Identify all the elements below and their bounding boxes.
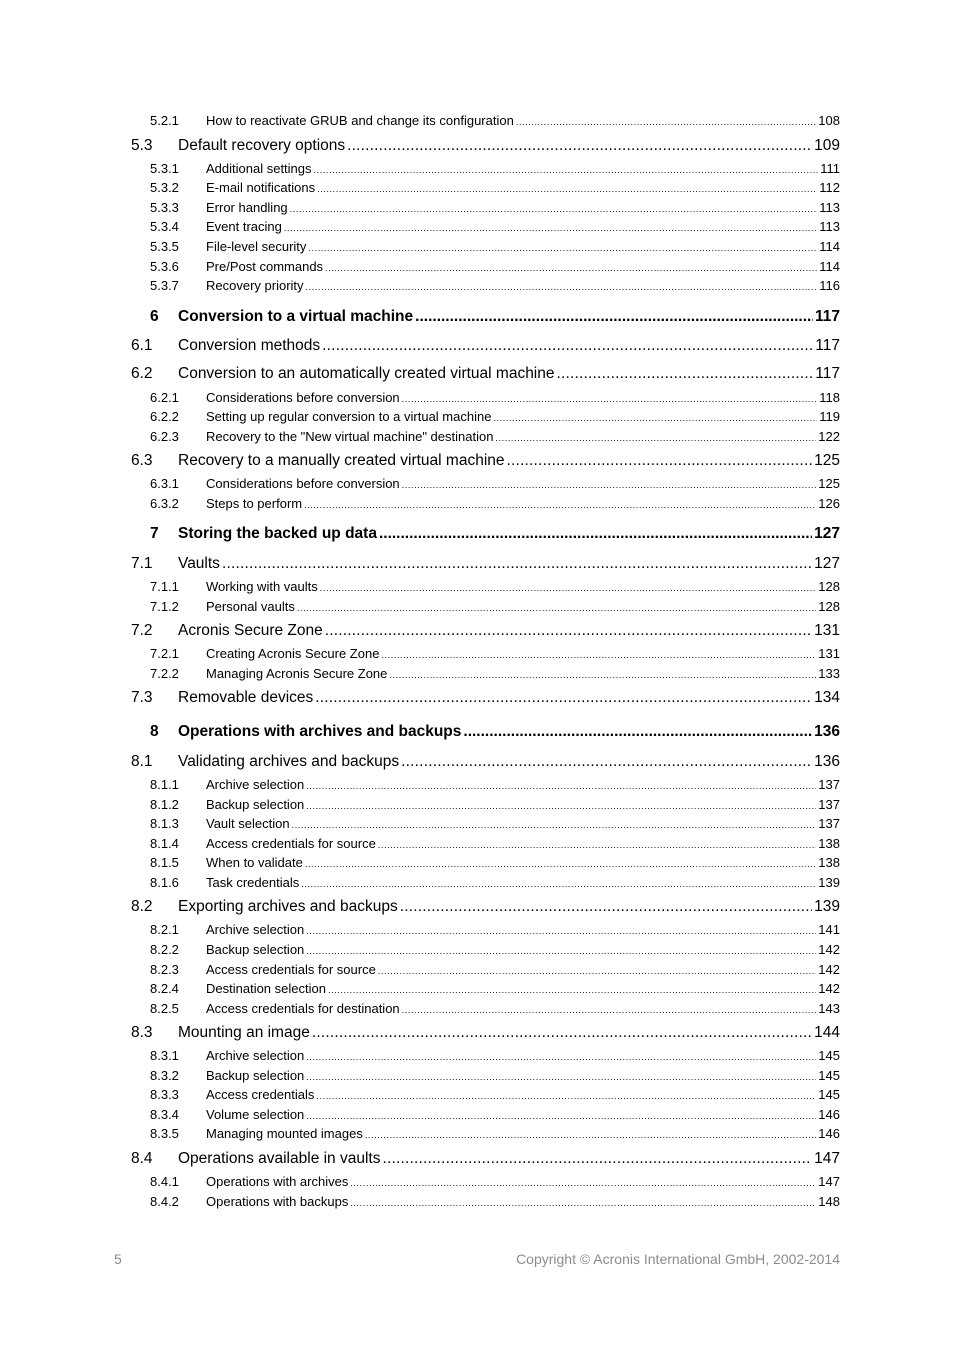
toc-entry-title: Exporting archives and backups (178, 898, 398, 915)
toc-dot-leader (314, 165, 819, 175)
toc-entry-number: 7.1.2 (150, 599, 179, 614)
toc-entry-title: Validating archives and backups (178, 753, 400, 770)
toc-entry-number: 6.2.1 (150, 390, 179, 405)
toc-entry-line (206, 1068, 840, 1083)
toc-entry-line (206, 962, 840, 977)
toc-entry[interactable] (0, 689, 954, 711)
toc-entry-page: 122 (818, 429, 840, 444)
toc-entry-title: E-mail notifications (206, 180, 316, 195)
toc-entry[interactable] (0, 239, 954, 259)
toc-entry-number: 8.2.1 (150, 922, 179, 937)
toc-entry-page: 137 (818, 797, 840, 812)
toc-dot-leader (516, 117, 816, 127)
toc-entry-line (206, 409, 840, 424)
toc-dot-leader (306, 926, 816, 936)
toc-entry-title: Pre/Post commands (206, 259, 324, 274)
toc-entry-line (206, 429, 840, 444)
toc-dot-leader (305, 859, 816, 869)
toc-entry-number: 5.3.5 (150, 239, 179, 254)
toc-entry-page: 131 (818, 646, 840, 661)
toc-entry-page: 141 (818, 922, 840, 937)
toc-entry-number: 7.2 (131, 622, 153, 639)
toc-entry[interactable] (0, 496, 954, 516)
toc-dot-leader (350, 1178, 816, 1188)
toc-entry-line (178, 452, 840, 470)
toc-entry-number: 8.1.3 (150, 816, 179, 831)
toc-entry[interactable] (0, 646, 954, 666)
toc-entry-page: 133 (818, 666, 840, 681)
toc-entry-line (206, 239, 840, 254)
toc-entry[interactable] (0, 1174, 954, 1194)
toc-entry[interactable] (0, 962, 954, 982)
toc-entry-line (206, 666, 840, 681)
toc-entry-number: 5.3.6 (150, 259, 179, 274)
toc-entry-line (206, 816, 840, 831)
toc-dot-leader (306, 1052, 816, 1062)
toc-entry-number: 6.3 (131, 452, 153, 469)
toc-entry-title: Recovery to the "New virtual machine" destination (206, 429, 494, 444)
toc-entry-number: 6.2.3 (150, 429, 179, 444)
toc-entry[interactable] (0, 476, 954, 496)
toc-entry-line (206, 200, 840, 215)
toc-entry-page: 114 (819, 239, 840, 254)
toc-entry-line (206, 797, 840, 812)
toc-entry[interactable] (0, 1048, 954, 1068)
toc-entry-number: 5.3.4 (150, 219, 179, 234)
toc-entry-page: 139 (814, 898, 840, 915)
toc-entry[interactable] (0, 555, 954, 577)
toc-entry-line (206, 161, 840, 176)
toc-entry[interactable] (0, 219, 954, 239)
toc-entry-title: Working with vaults (206, 579, 318, 594)
toc-entry-title: How to reactivate GRUB and change its configuration (206, 113, 514, 128)
toc-entry-number: 8.1.4 (150, 836, 179, 851)
toc-dot-leader (308, 243, 817, 253)
toc-entry-number: 8.2.2 (150, 942, 179, 957)
toc-dot-leader (306, 801, 816, 811)
toc-entry-number: 7.3 (131, 689, 153, 706)
toc-dot-leader (378, 966, 817, 976)
toc-dot-leader (301, 879, 816, 889)
toc-entry[interactable] (0, 390, 954, 410)
toc-entry-title: Access credentials (206, 1087, 315, 1102)
toc-dot-leader (306, 282, 818, 292)
toc-entry-line (206, 599, 840, 614)
toc-entry-line (206, 579, 840, 594)
toc-dot-leader (350, 1198, 816, 1208)
toc-entry-title: Setting up regular conversion to a virtual machine (206, 409, 492, 424)
toc-entry[interactable] (0, 180, 954, 200)
toc-entry-line (206, 855, 840, 870)
toc-entry-line (178, 723, 840, 741)
toc-entry-title: Backup selection (206, 797, 305, 812)
toc-dot-leader (557, 365, 814, 383)
toc-entry-line (178, 308, 840, 326)
toc-entry-line (178, 365, 840, 383)
toc-entry-number: 8.3.1 (150, 1048, 179, 1063)
toc-entry-page: 108 (818, 113, 840, 128)
toc-entry[interactable] (0, 836, 954, 856)
toc-entry-title: Mounting an image (178, 1024, 310, 1041)
toc-entry-line (206, 777, 840, 792)
toc-entry-number: 6.2.2 (150, 409, 179, 424)
toc-entry[interactable] (0, 898, 954, 920)
toc-entry-number: 8.3 (131, 1024, 153, 1041)
toc-entry-line (206, 981, 840, 996)
toc-entry-title: Access credentials for destination (206, 1001, 400, 1016)
toc-entry-title: Personal vaults (206, 599, 295, 614)
toc-entry-line (206, 180, 840, 195)
toc-entry-line (206, 1126, 840, 1141)
toc-entry-title: Access credentials for source (206, 836, 376, 851)
toc-entry[interactable] (0, 777, 954, 797)
toc-entry-page: 148 (818, 1194, 840, 1209)
toc-entry[interactable] (0, 1087, 954, 1107)
toc-entry-title: Backup selection (206, 942, 305, 957)
toc-entry-line (206, 476, 840, 491)
toc-entry-line (178, 337, 840, 355)
toc-entry-number: 7.2.1 (150, 646, 179, 661)
toc-entry-page: 126 (818, 496, 840, 511)
toc-entry[interactable] (0, 137, 954, 159)
toc-entry-title: Archive selection (206, 777, 305, 792)
toc-entry-line (178, 622, 840, 640)
toc-entry-title: Conversion to a virtual machine (178, 308, 414, 325)
toc-entry-line (206, 496, 840, 511)
toc-dot-leader (401, 753, 812, 771)
toc-dot-leader (328, 985, 816, 995)
toc-entry-page: 109 (814, 137, 840, 154)
toc-dot-leader (400, 898, 812, 916)
toc-dot-leader (365, 1130, 816, 1140)
toc-entry-line (206, 219, 840, 234)
toc-entry-number: 5.3.2 (150, 180, 179, 195)
toc-entry-page: 125 (818, 476, 840, 491)
toc-entry-title: Destination selection (206, 981, 326, 996)
toc-entry-title: Operations with archives (206, 1174, 349, 1189)
toc-entry[interactable] (0, 1024, 954, 1046)
toc-entry[interactable] (0, 1150, 954, 1172)
toc-dot-leader (306, 1072, 816, 1082)
toc-entry-line (178, 555, 840, 573)
toc-entry-title: Default recovery options (178, 137, 346, 154)
toc-dot-leader (306, 781, 816, 791)
toc-entry-title: Backup selection (206, 1068, 305, 1083)
toc-entry-title: Archive selection (206, 922, 305, 937)
toc-entry-line (206, 113, 840, 128)
toc-entry-page: 127 (814, 555, 840, 572)
toc-entry-page: 142 (818, 981, 840, 996)
toc-entry-number: 5.3.1 (150, 161, 179, 176)
toc-entry[interactable] (0, 429, 954, 449)
toc-entry[interactable] (0, 723, 954, 745)
toc-entry-page: 139 (818, 875, 840, 890)
toc-entry[interactable] (0, 278, 954, 298)
toc-entry-page: 146 (818, 1107, 840, 1122)
toc-entry-line (206, 1107, 840, 1122)
toc-entry[interactable] (0, 452, 954, 474)
toc-entry[interactable] (0, 875, 954, 895)
toc-entry-number: 5.2.1 (150, 113, 179, 128)
toc-dot-leader (306, 1111, 816, 1121)
toc-entry-page: 128 (818, 599, 840, 614)
toc-entry-line (178, 1150, 840, 1168)
toc-entry-title: Task credentials (206, 875, 300, 890)
toc-entry-page: 138 (818, 836, 840, 851)
toc-dot-leader (347, 137, 812, 155)
toc-entry-title: Conversion methods (178, 337, 321, 354)
toc-dot-leader (320, 583, 817, 593)
toc-entry[interactable] (0, 753, 954, 775)
toc-entry-title: Additional settings (206, 161, 312, 176)
toc-entry-line (178, 525, 840, 543)
toc-entry-title: Conversion to an automatically created virtual machine (178, 365, 555, 382)
toc-entry[interactable] (0, 161, 954, 181)
toc-entry-number: 8 (150, 723, 159, 740)
toc-entry-number: 6.2 (131, 365, 153, 382)
toc-entry-number: 6.3.2 (150, 496, 179, 511)
toc-entry-number: 7.1.1 (150, 579, 179, 594)
toc-dot-leader (402, 480, 817, 490)
toc-entry-title: Access credentials for source (206, 962, 376, 977)
toc-entry[interactable] (0, 1126, 954, 1146)
toc-entry-title: Recovery priority (206, 278, 304, 293)
toc-entry-page: 142 (818, 942, 840, 957)
toc-dot-leader (325, 263, 817, 273)
toc-entry-line (206, 1048, 840, 1063)
toc-entry-number: 8.2 (131, 898, 153, 915)
toc-entry-number: 8.4 (131, 1150, 153, 1167)
toc-entry-title: Considerations before conversion (206, 476, 400, 491)
toc-entry[interactable] (0, 942, 954, 962)
toc-entry[interactable] (0, 1068, 954, 1088)
toc-dot-leader (463, 723, 812, 741)
toc-entry-number: 8.3.5 (150, 1126, 179, 1141)
toc-dot-leader (402, 1005, 817, 1015)
toc-dot-leader (297, 603, 816, 613)
toc-entry[interactable] (0, 409, 954, 429)
toc-entry-page: 145 (818, 1048, 840, 1063)
toc-entry-line (206, 836, 840, 851)
toc-entry-page: 117 (815, 337, 840, 354)
toc-entry-title: Acronis Secure Zone (178, 622, 323, 639)
toc-entry-page: 147 (814, 1150, 840, 1167)
toc-dot-leader (306, 946, 816, 956)
toc-dot-leader (382, 1150, 812, 1168)
toc-entry-page: 144 (814, 1024, 840, 1041)
toc-entry[interactable] (0, 1001, 954, 1021)
toc-entry-line (206, 875, 840, 890)
toc-entry-number: 7.2.2 (150, 666, 179, 681)
toc-entry[interactable] (0, 981, 954, 1001)
toc-dot-leader (322, 337, 813, 355)
toc-dot-leader (379, 525, 812, 543)
toc-dot-leader (284, 223, 817, 233)
toc-entry-title: Managing Acronis Secure Zone (206, 666, 388, 681)
toc-entry-page: 145 (818, 1087, 840, 1102)
toc-dot-leader (317, 184, 817, 194)
toc-dot-leader (325, 622, 812, 640)
toc-entry-page: 131 (814, 622, 840, 639)
toc-entry-number: 8.2.4 (150, 981, 179, 996)
toc-entry-number: 8.3.3 (150, 1087, 179, 1102)
toc-entry-title: When to validate (206, 855, 303, 870)
toc-entry-line (206, 922, 840, 937)
toc-entry-title: Operations with backups (206, 1194, 349, 1209)
toc-entry-number: 8.3.2 (150, 1068, 179, 1083)
toc-entry-line (206, 942, 840, 957)
toc-entry-line (178, 1024, 840, 1042)
toc-entry[interactable] (0, 797, 954, 817)
toc-entry-number: 8.1.2 (150, 797, 179, 812)
toc-entry-page: 127 (814, 525, 840, 542)
toc-entry[interactable] (0, 259, 954, 279)
toc-entry-page: 137 (818, 816, 840, 831)
toc-entry[interactable] (0, 599, 954, 619)
toc-entry[interactable] (0, 579, 954, 599)
toc-entry-line (178, 689, 840, 707)
toc-entry-title: Volume selection (206, 1107, 305, 1122)
toc-entry-page: 137 (818, 777, 840, 792)
toc-entry-number: 8.4.1 (150, 1174, 179, 1189)
toc-entry-title: Vaults (178, 555, 220, 572)
toc-entry-title: Steps to perform (206, 496, 303, 511)
toc-entry-page: 147 (818, 1174, 840, 1189)
toc-entry[interactable] (0, 113, 954, 133)
toc-entry-number: 5.3.7 (150, 278, 179, 293)
toc-entry-line (206, 1194, 840, 1209)
toc-dot-leader (316, 1091, 816, 1101)
toc-entry-title: Vault selection (206, 816, 290, 831)
toc-entry-title: Event tracing (206, 219, 282, 234)
toc-entry-number: 7 (150, 525, 159, 542)
toc-dot-leader (381, 650, 816, 660)
toc-entry[interactable] (0, 1194, 954, 1214)
toc-entry-line (206, 278, 840, 293)
toc-entry[interactable] (0, 308, 954, 330)
toc-entry-line (206, 1001, 840, 1016)
toc-entry-number: 8.2.3 (150, 962, 179, 977)
toc-entry-number: 6 (150, 308, 159, 325)
toc-entry-page: 118 (819, 390, 840, 405)
toc-entry-number: 8.2.5 (150, 1001, 179, 1016)
toc-entry-number: 5.3 (131, 137, 153, 154)
toc-entry-page: 146 (818, 1126, 840, 1141)
toc-entry-page: 136 (814, 753, 840, 770)
toc-entry-page: 117 (815, 365, 840, 382)
toc-dot-leader (415, 308, 813, 326)
toc-entry-title: Removable devices (178, 689, 314, 706)
toc-entry-line (206, 646, 840, 661)
toc-entry-number: 7.1 (131, 555, 153, 572)
toc-entry-title: Operations available in vaults (178, 1150, 381, 1167)
toc-dot-leader (493, 413, 817, 423)
footer-page-number: 5 (114, 1251, 122, 1267)
toc-entry-page: 114 (819, 259, 840, 274)
toc-entry-page: 134 (814, 689, 840, 706)
toc-entry-page: 112 (819, 180, 840, 195)
toc-entry[interactable] (0, 666, 954, 686)
toc-entry-title: Storing the backed up data (178, 525, 377, 542)
toc-entry-page: 111 (820, 161, 840, 176)
toc-entry-number: 8.1.6 (150, 875, 179, 890)
toc-dot-leader (507, 452, 813, 470)
toc-entry[interactable] (0, 855, 954, 875)
toc-entry-number: 8.1.1 (150, 777, 179, 792)
toc-entry-title: Managing mounted images (206, 1126, 363, 1141)
toc-entry-line (178, 753, 840, 771)
toc-entry[interactable] (0, 816, 954, 836)
footer-copyright: Copyright © Acronis International GmbH, 2002-2014 (516, 1251, 840, 1267)
toc-entry-page: 145 (818, 1068, 840, 1083)
toc-entry-line (206, 259, 840, 274)
toc-entry-page: 138 (818, 855, 840, 870)
toc-entry-number: 6.1 (131, 337, 153, 354)
toc-entry-title: Error handling (206, 200, 288, 215)
toc-dot-leader (495, 433, 816, 443)
toc-dot-leader (315, 689, 812, 707)
toc-entry-title: Archive selection (206, 1048, 305, 1063)
toc-entry-page: 142 (818, 962, 840, 977)
toc-entry-line (206, 1174, 840, 1189)
toc-entry-page: 116 (819, 278, 840, 293)
toc-entry[interactable] (0, 337, 954, 359)
toc-entry-title: Considerations before conversion (206, 390, 400, 405)
toc-entry-number: 5.3.3 (150, 200, 179, 215)
toc-entry-page: 143 (818, 1001, 840, 1016)
toc-entry-line (206, 390, 840, 405)
toc-entry-page: 113 (819, 200, 840, 215)
toc-entry-number: 6.3.1 (150, 476, 179, 491)
toc-entry-page: 128 (818, 579, 840, 594)
toc-entry-page: 136 (814, 723, 840, 740)
toc-entry[interactable] (0, 200, 954, 220)
toc-entry-line (178, 137, 840, 155)
toc-entry-number: 8.3.4 (150, 1107, 179, 1122)
toc-entry[interactable] (0, 922, 954, 942)
toc-dot-leader (292, 820, 817, 830)
toc-entry-page: 113 (819, 219, 840, 234)
toc-dot-leader (222, 555, 812, 573)
toc-entry-number: 8.4.2 (150, 1194, 179, 1209)
toc-entry[interactable] (0, 525, 954, 547)
toc-entry-line (178, 898, 840, 916)
toc-dot-leader (312, 1024, 812, 1042)
toc-entry-page: 125 (814, 452, 840, 469)
toc-entry-title: File-level security (206, 239, 307, 254)
toc-entry[interactable] (0, 365, 954, 387)
toc-entry-number: 8.1.5 (150, 855, 179, 870)
toc-dot-leader (378, 840, 817, 850)
toc-entry-number: 8.1 (131, 753, 153, 770)
toc-dot-leader (304, 500, 816, 510)
toc-entry-title: Operations with archives and backups (178, 723, 462, 740)
toc-entry-line (206, 1087, 840, 1102)
toc-entry-page: 119 (819, 409, 840, 424)
toc-dot-leader (290, 204, 818, 214)
toc-entry-title: Creating Acronis Secure Zone (206, 646, 380, 661)
toc-entry[interactable] (0, 1107, 954, 1127)
toc-entry-title: Recovery to a manually created virtual machine (178, 452, 505, 469)
toc-dot-leader (389, 670, 816, 680)
toc-entry[interactable] (0, 622, 954, 644)
toc-dot-leader (402, 394, 818, 404)
toc-entry-page: 117 (814, 308, 840, 325)
